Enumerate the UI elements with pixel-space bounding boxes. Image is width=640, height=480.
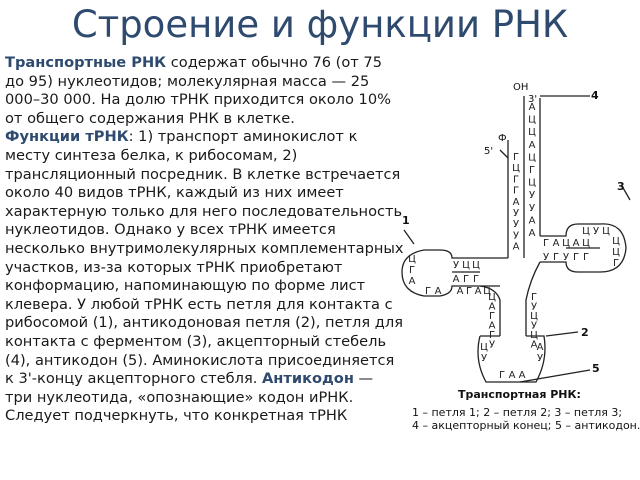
- paragraph-text: — три нуклеотида, «опознающие» кодон иРНК.: [5, 370, 374, 406]
- nucleotide-acceptor-5prime: У: [512, 230, 520, 242]
- nucleotide-anticodon-stem: А: [530, 339, 538, 351]
- paragraph-trna-functions: [5, 128, 405, 407]
- three-prime-label: 3': [528, 94, 538, 105]
- term-anticodon: Антикодон: [262, 370, 354, 388]
- nucleotide-anticodon-stem: Г: [488, 311, 496, 322]
- nucleotide-acceptor-5prime: А: [512, 241, 520, 253]
- caption-line-1: 1 – петля 1; 2 – петля 2; 3 – петля 3;: [412, 406, 623, 419]
- nucleotide-acceptor-3prime: А: [528, 139, 536, 151]
- nucleotide-loop1-extra: Г: [424, 286, 432, 297]
- label-2: 2: [581, 326, 589, 339]
- nucleotide-middle-row: А: [456, 286, 464, 297]
- nucleotide-acceptor-5prime: Г: [512, 174, 520, 186]
- nucleotide-anticodon-stem: У: [488, 339, 496, 351]
- nucleotide-acceptor-5prime: У: [512, 219, 520, 231]
- nucleotide-acceptor-3prime: Ц: [528, 127, 536, 139]
- nucleotide-anticodon-stem: Ц: [530, 311, 538, 322]
- nucleotide-middle-row: Г: [465, 286, 473, 297]
- nucleotide-acceptor-3prime: А: [528, 228, 536, 239]
- nucleotide-middle-row: А: [474, 286, 482, 297]
- nucleotide-anticodon: А: [518, 370, 526, 381]
- label-4: 4: [591, 89, 599, 102]
- nucleotide-anticodon-loop: А: [536, 342, 544, 353]
- nucleotide-anticodon-stem: Г: [488, 330, 496, 341]
- nucleotide-anticodon-stem: А: [488, 301, 496, 313]
- nucleotide-loop3: Ц: [582, 226, 590, 237]
- nucleotide-acceptor-3prime: Г: [528, 165, 536, 176]
- nucleotide-loop1-stem: Г: [462, 274, 470, 285]
- nucleotide-middle-row: Ц: [483, 286, 491, 297]
- nucleotide-acceptor-5prime: А: [512, 196, 520, 208]
- nucleotide-loop3-stem: Г: [582, 252, 590, 263]
- label-5: 5: [592, 362, 600, 375]
- nucleotide-loop3-stem: У: [542, 252, 550, 263]
- figure-caption: [412, 406, 640, 432]
- nucleotide-anticodon-stem: Г: [530, 292, 538, 303]
- nucleotide-loop3-stem: Ц: [562, 238, 570, 249]
- term-trna-functions: Функции тРНК: [5, 128, 129, 146]
- paragraph-partial: Следует подчеркнуть, что конкретная тРНК: [5, 407, 348, 425]
- nucleotide-loop3-stem: У: [562, 252, 570, 263]
- label-1: 1: [402, 214, 410, 227]
- nucleotide-anticodon-loop: У: [536, 353, 544, 364]
- nucleotide-anticodon-loop: У: [480, 353, 488, 364]
- nucleotide-loop1-stem: Г: [472, 274, 480, 285]
- page-title: Строение и функции РНК: [71, 3, 569, 46]
- nucleotide-loop1-side: Г: [408, 265, 416, 276]
- nucleotide-acceptor-3prime: Ц: [528, 152, 536, 164]
- nucleotide-acceptor-3prime: А: [528, 102, 536, 113]
- nucleotide-acceptor-3prime: Ц: [528, 114, 536, 126]
- caption-line-2: 4 – акцепторный конец; 5 – антикодон.: [412, 419, 640, 432]
- paragraph-text: содержат обычно 76 (от 75 до 95) нуклеотидов; молекулярная масса — 25 000–30 000. На долю тРНК приходится около 10% от общего содержания РНК в клетке.: [5, 54, 391, 127]
- nucleotide-loop3-side: Г: [612, 258, 620, 269]
- loop1-outline: [402, 250, 508, 296]
- nucleotide-loop3-side: Ц: [612, 247, 620, 258]
- phosphate-label: Ф: [498, 133, 507, 144]
- nucleotide-loop1-stem: Ц: [472, 260, 480, 271]
- nucleotide-loop3-stem: Г: [542, 238, 550, 249]
- nucleotide-acceptor-3prime: У: [528, 190, 536, 202]
- label-3: 3: [617, 180, 625, 193]
- nucleotide-loop3: У: [592, 226, 600, 237]
- body-text: [5, 54, 405, 426]
- nucleotide-anticodon: А: [508, 370, 516, 381]
- nucleotide-acceptor-3prime: Ц: [528, 177, 536, 189]
- nucleotide-acceptor-5prime: Ц: [512, 163, 520, 175]
- nucleotide-loop3-stem: Г: [552, 252, 560, 263]
- nucleotide-acceptor-3prime: А: [528, 215, 536, 227]
- nucleotide-anticodon-stem: У: [530, 301, 538, 313]
- nucleotide-anticodon-stem: У: [530, 320, 538, 332]
- term-transport-rna: Транспортные РНК: [5, 54, 167, 71]
- nucleotide-loop1-stem: Ц: [462, 260, 470, 271]
- nucleotide-letters: [408, 102, 620, 381]
- oh-label: ОН: [513, 82, 529, 93]
- nucleotide-loop1-side: Ц: [408, 254, 416, 265]
- nucleotide-loop1-stem: А: [452, 274, 460, 285]
- nucleotide-loop3-stem: А: [552, 238, 560, 249]
- paragraph-trna-composition: [5, 54, 405, 128]
- nucleotide-loop3-side: Ц: [612, 236, 620, 247]
- nucleotide-anticodon-loop: Ц: [480, 342, 488, 353]
- nucleotide-loop3: Ц: [602, 226, 610, 237]
- nucleotide-anticodon: Г: [498, 370, 506, 381]
- nucleotide-loop3-stem: А: [572, 238, 580, 249]
- nucleotide-acceptor-5prime: Г: [512, 185, 520, 197]
- nucleotide-loop1-stem: У: [452, 260, 460, 271]
- nucleotide-loop3-stem: Г: [572, 252, 580, 263]
- nucleotide-anticodon-stem: А: [488, 320, 496, 332]
- nucleotide-anticodon-stem: Ц: [488, 292, 496, 303]
- nucleotide-loop3-stem: Ц: [582, 238, 590, 249]
- nucleotide-acceptor-5prime: Г: [512, 152, 520, 163]
- nucleotide-loop1-side: А: [408, 276, 416, 287]
- paragraph-text: : 1) транспорт аминокислот к месту синтеза белка, к рибосомам, 2) трансляционный посредник. В клетке встречается около 40 видов тРНК, каждый из них имеет характерную только для него последовательность нуклеотидов. Однако у всех тРНК имеется несколько внутримолекулярных комплементарных участков, из-за которых тРНК приобретают конформацию, напоминающую по форме лист клевера. У любой тРНК есть петля для контакта с рибосомой (1), антикодоновая петля (2), петля для контакта с ферментом (3), акцепторный стебель (4), антикодон (5). Аминокислота присоединяется к 3'-концу акцепторного стебля.: [5, 128, 404, 388]
- nucleotide-acceptor-3prime: У: [528, 202, 536, 214]
- nucleotide-acceptor-5prime: У: [512, 208, 520, 219]
- nucleotide-loop1-extra: А: [434, 286, 442, 297]
- five-prime-label: 5': [484, 146, 494, 157]
- nucleotide-anticodon-stem: Ц: [530, 330, 538, 341]
- trna-cloverleaf-diagram: [398, 78, 640, 398]
- figure-caption-title: Транспортная РНК:: [458, 388, 581, 401]
